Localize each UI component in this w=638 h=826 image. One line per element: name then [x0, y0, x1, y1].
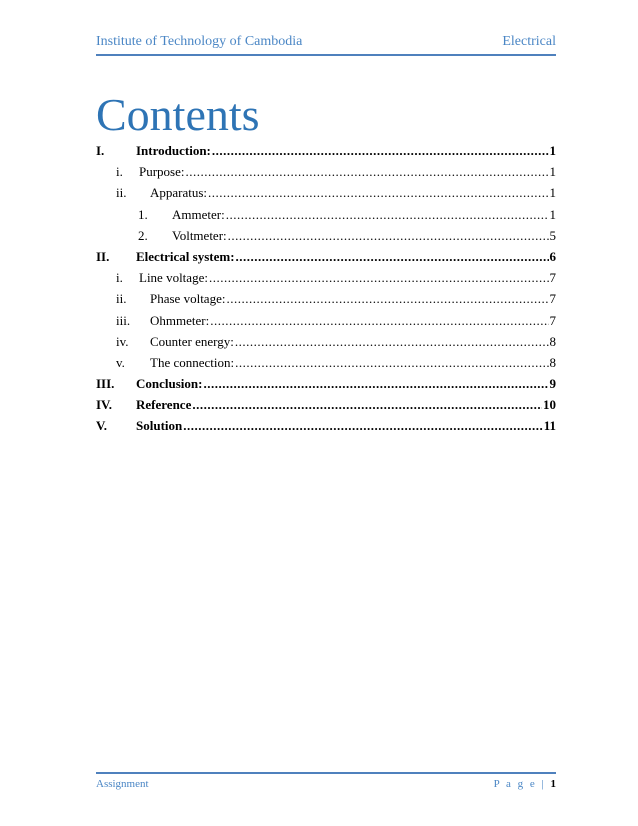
- toc-label: Apparatus:: [150, 185, 208, 201]
- toc-number: iv.: [116, 333, 129, 349]
- toc-number: iii.: [116, 312, 131, 328]
- footer-page-label: P a g e |: [493, 778, 546, 790]
- toc-label: Voltmeter:: [172, 227, 227, 243]
- footer-page-indicator: [494, 778, 556, 790]
- toc-entry-conclusion[interactable]: [96, 376, 556, 397]
- toc-number: III.: [96, 376, 115, 392]
- toc-entry-purpose[interactable]: [96, 164, 556, 185]
- toc-entry-solution[interactable]: [96, 418, 556, 439]
- toc-label: Counter energy:: [150, 333, 234, 349]
- toc-label: Line voltage:: [139, 270, 208, 286]
- toc-leader: [235, 334, 549, 350]
- toc-leader: [210, 313, 548, 329]
- toc-entry-the-connection[interactable]: [96, 355, 556, 376]
- toc-leader: [226, 291, 548, 307]
- toc-page-number: 1: [549, 164, 556, 180]
- toc-label: Conclusion:: [136, 376, 203, 392]
- toc-number: 2.: [138, 227, 148, 243]
- toc-page-number: 1: [549, 185, 556, 201]
- toc-label: Introduction:: [136, 143, 211, 158]
- page-footer: [96, 778, 556, 794]
- toc-entry-voltmeter[interactable]: [96, 228, 556, 249]
- toc-leader: [208, 185, 548, 201]
- toc-entry-ammeter[interactable]: [96, 207, 556, 228]
- toc-leader: [183, 418, 542, 434]
- toc-page-number: 8: [549, 354, 556, 370]
- toc-label: Ammeter:: [172, 206, 225, 222]
- toc-number: i.: [116, 270, 123, 286]
- toc-entry-introduction[interactable]: [96, 143, 556, 164]
- toc-leader: [186, 164, 549, 180]
- toc-leader: [226, 207, 549, 223]
- toc-number: II.: [96, 248, 110, 264]
- toc-label: Solution: [136, 418, 183, 434]
- toc-number: v.: [116, 354, 125, 370]
- toc-page-number: 10: [543, 397, 556, 413]
- toc-number: IV.: [96, 397, 113, 413]
- toc-page-number: 8: [549, 333, 556, 349]
- page-header: [96, 34, 556, 54]
- header-institution: Institute of Technology of Cambodia: [96, 34, 303, 49]
- toc-entry-apparatus[interactable]: [96, 185, 556, 206]
- toc-label: Reference: [136, 397, 192, 413]
- toc-entry-reference[interactable]: [96, 397, 556, 418]
- toc-page-number: 1: [549, 143, 556, 158]
- toc-entry-phase-voltage[interactable]: [96, 291, 556, 312]
- toc-label: Phase voltage:: [150, 291, 226, 307]
- toc-label: Electrical system:: [136, 248, 235, 264]
- toc-label: The connection:: [150, 354, 235, 370]
- footer-page-number: 1: [550, 778, 556, 790]
- header-subject: Electrical: [502, 34, 556, 49]
- table-of-contents: [96, 143, 556, 440]
- toc-leader: [209, 270, 549, 286]
- toc-number: I.: [96, 143, 105, 158]
- toc-leader: [203, 376, 548, 392]
- toc-page-number: 11: [543, 418, 556, 434]
- toc-leader: [235, 355, 548, 371]
- toc-label: Ohmmeter:: [150, 312, 210, 328]
- toc-page-number: 9: [549, 376, 556, 392]
- toc-entry-electrical-system[interactable]: [96, 249, 556, 270]
- footer-label: Assignment: [96, 778, 149, 790]
- toc-leader: [228, 228, 549, 244]
- page-title: Contents: [96, 89, 260, 140]
- toc-page-number: 1: [549, 206, 556, 222]
- toc-page-number: 7: [549, 312, 556, 328]
- toc-number: V.: [96, 418, 107, 434]
- toc-number: ii.: [116, 291, 127, 307]
- toc-number: ii.: [116, 185, 127, 201]
- toc-page-number: 5: [549, 227, 556, 243]
- toc-number: 1.: [138, 206, 148, 222]
- toc-leader: [192, 397, 542, 413]
- toc-entry-line-voltage[interactable]: [96, 270, 556, 291]
- toc-entry-ohmmeter[interactable]: [96, 313, 556, 334]
- toc-number: i.: [116, 164, 123, 180]
- toc-page-number: 6: [549, 248, 556, 264]
- toc-leader: [212, 143, 549, 159]
- toc-page-number: 7: [549, 291, 556, 307]
- toc-leader: [236, 249, 549, 265]
- toc-page-number: 7: [549, 270, 556, 286]
- toc-label: Purpose:: [139, 164, 185, 180]
- header-divider: [96, 54, 556, 56]
- toc-entry-counter-energy[interactable]: [96, 334, 556, 355]
- footer-divider: [96, 772, 556, 774]
